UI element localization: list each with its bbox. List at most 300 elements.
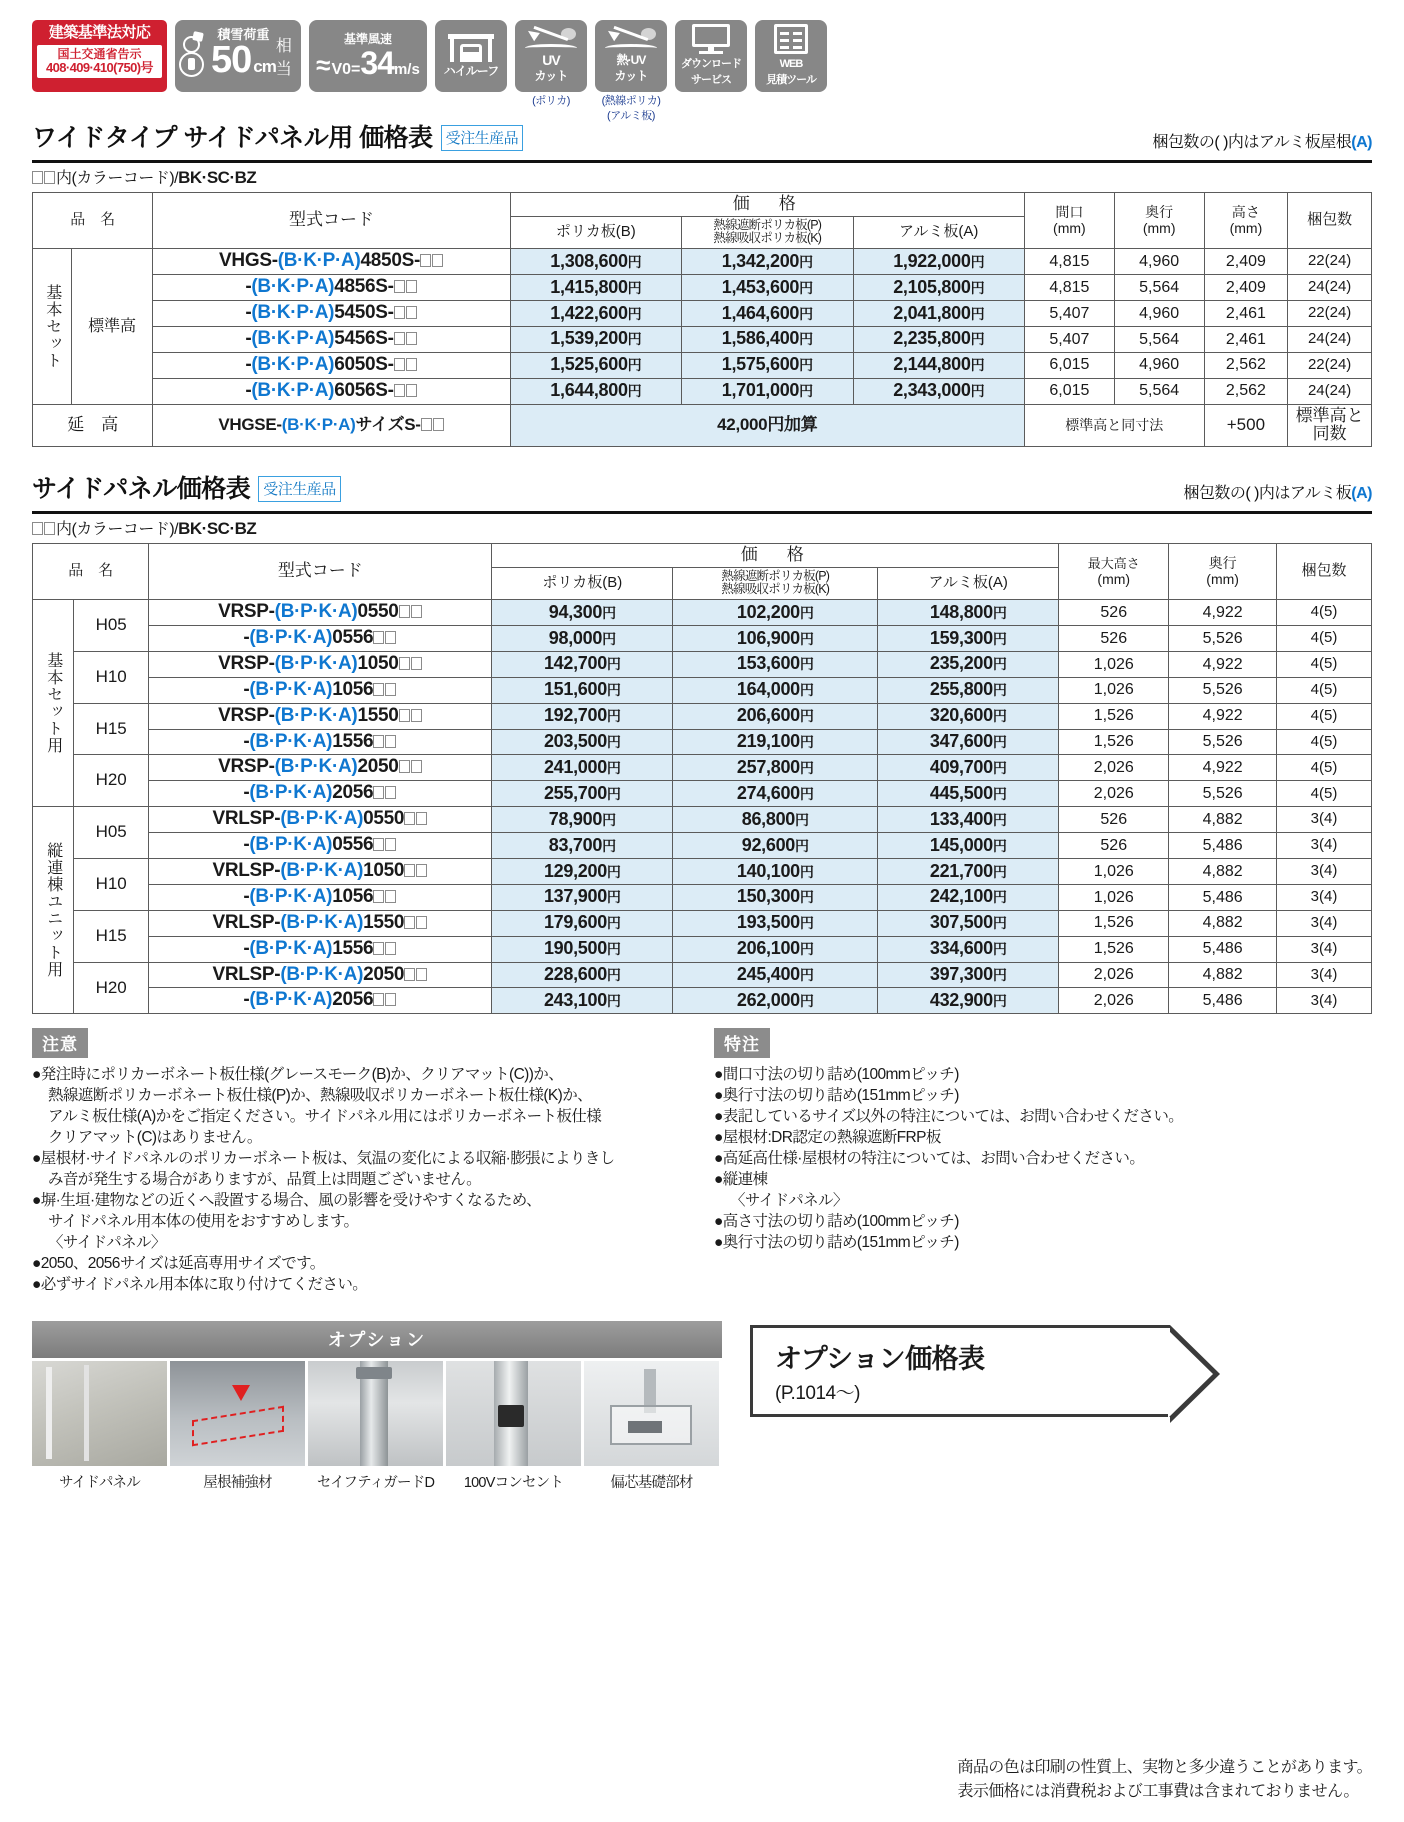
price-cell [673, 755, 878, 781]
width-cell: 4,815 [1024, 249, 1114, 275]
placeholder-square-icon [416, 968, 427, 981]
wind-value: 34 [360, 45, 394, 81]
calculator-icon [774, 24, 808, 54]
badge-uvcut [515, 20, 587, 92]
max-height-cell: 526 [1059, 833, 1169, 859]
model-code-size: 2050 [357, 756, 399, 778]
price-value: 221,700 [929, 860, 993, 881]
option-caption: セイフティガードD [316, 1475, 435, 1492]
model-code-prefix: VRSP- [218, 601, 275, 623]
price-cell [510, 275, 681, 301]
package-count-cell: 24(24) [1288, 326, 1372, 352]
model-code-material-options: (B·P·K·A) [249, 885, 333, 907]
note-item: ●発注時にポリカーボネート板仕様(グレースモーク(B)か、クリアマット(C))か、 [32, 1066, 564, 1084]
price-value: 1,464,600 [721, 302, 800, 323]
side-panel-price-table [32, 543, 1372, 1014]
badge-download-service[interactable] [675, 20, 747, 92]
placeholder-square-icon [373, 942, 384, 955]
option-thumbnail [584, 1361, 719, 1466]
wide-type-side-panel-price-table [32, 192, 1372, 447]
placeholder-square-icon [32, 522, 43, 535]
model-code-size: 1050 [357, 652, 399, 674]
note-item: ●高さ寸法の切り詰め(100mmピッチ) [714, 1213, 959, 1231]
model-code-material-options: (B·P·K·A) [280, 808, 364, 830]
yen-unit: 円 [799, 941, 814, 958]
yen-unit: 円 [799, 357, 813, 374]
snow-label: 積雪荷重 [217, 26, 270, 42]
options-section [0, 1295, 1404, 1492]
price-value: 137,900 [543, 886, 607, 907]
yen-unit: 円 [992, 682, 1007, 699]
package-count-cell: 3(4) [1277, 910, 1372, 936]
category-label [33, 600, 74, 807]
note-item-continuation: サイドパネル用本体の使用をおすすめします。 [48, 1213, 359, 1231]
max-height-cell: 2,026 [1059, 781, 1169, 807]
note-item: ●必ずサイドパネル用本体に取り付けてください。 [32, 1276, 368, 1294]
web-line2: 見積ツール [766, 74, 816, 86]
model-code-material-options: (B·P·K·A) [249, 834, 333, 856]
price-value: 1,644,800 [550, 380, 628, 401]
category-label-text: 基本セット用 [44, 652, 62, 755]
max-height-cell: 2,026 [1059, 962, 1169, 988]
height-group-label: H15 [73, 703, 148, 755]
depth-cell: 4,960 [1114, 300, 1204, 326]
yen-unit: 円 [627, 279, 642, 296]
max-height-cell: 2,026 [1059, 755, 1169, 781]
model-code-material-options: (B·P·K·A) [249, 937, 333, 959]
price-value: 242,100 [929, 886, 993, 907]
model-code-cell [153, 326, 510, 352]
yen-unit: 円 [602, 837, 616, 854]
badge-web-estimate-tool[interactable] [755, 20, 827, 92]
placeholder-square-icon [420, 254, 431, 267]
yen-unit: 円 [799, 734, 814, 751]
model-code-size: 6056S- [334, 379, 394, 401]
yen-unit: 円 [627, 383, 642, 400]
model-code-material-options: (B·K·P·A) [277, 250, 361, 272]
table-row [33, 936, 1372, 962]
table1-right-note-code: (A) [1351, 134, 1372, 151]
t1-header-width [1024, 193, 1114, 249]
yen-unit: 円 [606, 967, 621, 984]
table2-right-note [1183, 480, 1372, 505]
depth-cell: 5,526 [1169, 677, 1277, 703]
model-code-size: 1550 [357, 704, 399, 726]
note-item: ●奥行寸法の切り詰め(151mmピッチ) [714, 1234, 959, 1252]
placeholder-square-icon [44, 171, 55, 184]
price-cell [673, 962, 878, 988]
t1-header-alumi: アルミ板(A) [853, 216, 1024, 249]
price-cell [878, 729, 1059, 755]
price-value: 347,600 [929, 731, 993, 752]
heatuvcut-line1: 熱·UV [616, 53, 646, 67]
snow-unit: cm [253, 56, 276, 76]
price-value: 2,343,000 [893, 380, 971, 401]
placeholder-square-icon [373, 631, 384, 644]
model-code-prefix: - [243, 885, 250, 907]
option-thumbnail [308, 1361, 443, 1466]
model-code-material-options: (B·P·K·A) [280, 963, 364, 985]
placeholder-square-icon [421, 418, 432, 431]
category-label-text: 縦連棟ユニット用 [44, 842, 62, 979]
table-row [33, 988, 1372, 1014]
model-code-cell [149, 729, 492, 755]
placeholder-square-icon [411, 657, 422, 670]
model-code-cell [153, 352, 510, 378]
placeholder-square-icon [373, 786, 384, 799]
price-value: 445,500 [929, 782, 993, 803]
yen-unit: 円 [795, 811, 809, 828]
placeholder-square-icon [385, 786, 396, 799]
price-cell [682, 300, 853, 326]
t2-header-poly: ポリカ板(B) [492, 567, 673, 600]
price-cell [510, 378, 681, 404]
uvcut-line1: UV [542, 52, 560, 68]
note-item: ●間口寸法の切り詰め(100mmピッチ) [714, 1066, 959, 1084]
yen-unit: 円 [799, 785, 814, 802]
depth-cell: 4,882 [1169, 859, 1277, 885]
yen-unit: 円 [627, 305, 642, 322]
option-item [32, 1361, 167, 1492]
yen-unit: 円 [606, 682, 621, 699]
price-value: 94,300 [548, 601, 603, 622]
t1-header-poly: ポリカ板(B) [510, 216, 681, 249]
model-code-cell [149, 755, 492, 781]
t2-header-alumi: アルミ板(A) [878, 567, 1059, 600]
price-cell [673, 807, 878, 833]
placeholder-square-icon [399, 657, 410, 670]
t1-header-depth-label: 奥行 [1145, 204, 1174, 221]
depth-cell: 4,882 [1169, 962, 1277, 988]
model-code-size: 5450S- [334, 301, 394, 323]
price-cell [673, 703, 878, 729]
t2-header-heat1: 熱線遮断ポリカ板(P) [721, 568, 830, 583]
extended-height-surcharge: 42,000円加算 [510, 404, 1024, 446]
package-count-cell: 3(4) [1277, 884, 1372, 910]
uvcut-line2: カット [534, 69, 568, 83]
yen-unit: 円 [606, 785, 621, 802]
yen-unit: 円 [606, 734, 621, 751]
package-count-cell: 4(5) [1277, 677, 1372, 703]
table-row [33, 859, 1372, 885]
placeholder-square-icon [404, 916, 415, 929]
table1-made-to-order-tag: 受注生産品 [441, 125, 524, 151]
table-row [33, 781, 1372, 807]
model-code-size: 5456S- [334, 327, 394, 349]
highroof-label: ハイルーフ [443, 63, 499, 78]
table-row [33, 625, 1372, 651]
model-code-prefix: - [245, 379, 252, 401]
price-value: 307,500 [929, 912, 993, 933]
width-cell: 6,015 [1024, 378, 1114, 404]
yen-unit: 円 [992, 785, 1007, 802]
yen-unit: 円 [970, 253, 985, 270]
price-cell [492, 729, 673, 755]
placeholder-square-icon [373, 683, 384, 696]
price-value: 1,342,200 [721, 250, 800, 271]
table-row [33, 755, 1372, 781]
price-cell [878, 910, 1059, 936]
price-cell [673, 884, 878, 910]
t2-header-maxheight [1059, 543, 1169, 599]
sub-label-standard-height: 標準高 [71, 249, 153, 404]
price-value: 235,200 [929, 653, 993, 674]
package-count-cell: 4(5) [1277, 600, 1372, 626]
t1-header-height-unit: (mm) [1229, 219, 1263, 236]
yen-unit: 円 [799, 383, 813, 400]
model-code-material-options: (B·K·P·A) [251, 276, 335, 298]
width-cell: 4,815 [1024, 275, 1114, 301]
price-cell [878, 859, 1059, 885]
price-value: 153,600 [736, 653, 800, 674]
option-caption: 100Vコンセント [463, 1475, 564, 1492]
options-gallery [32, 1321, 722, 1492]
t2-header-code: 型式コード [149, 543, 492, 599]
price-value: 219,100 [736, 731, 800, 752]
package-count-cell: 3(4) [1277, 962, 1372, 988]
placeholder-square-icon [385, 735, 396, 748]
badge-download-group [675, 20, 747, 92]
special-order-tag: 特注 [714, 1028, 770, 1058]
height-group-label: H10 [73, 651, 148, 703]
note-item: ●屋根材·サイドパネルのポリカーボネート板は、気温の変化による収縮·膨張によりきし [32, 1150, 615, 1168]
price-value: 203,500 [543, 731, 607, 752]
price-cell [492, 651, 673, 677]
price-value: 148,800 [929, 601, 993, 622]
model-code-material-options: (B·K·P·A) [281, 414, 356, 434]
badge-web-group [755, 20, 827, 92]
yen-unit: 円 [627, 357, 642, 374]
package-count-cell: 24(24) [1288, 275, 1372, 301]
max-height-cell: 1,026 [1059, 884, 1169, 910]
price-cell [853, 326, 1024, 352]
option-price-arrow-box[interactable] [750, 1325, 1170, 1417]
category-label-basic-set [33, 249, 72, 404]
height-cell: 2,461 [1204, 326, 1288, 352]
table-row [33, 807, 1372, 833]
price-value: 1,422,600 [550, 302, 628, 323]
model-code-prefix: VHGSE- [218, 414, 282, 434]
model-code-prefix: VRLSP- [212, 808, 281, 830]
model-code-cell [149, 807, 492, 833]
badge-heat-uvcut-group [595, 20, 667, 122]
model-code-material-options: (B·P·K·A) [280, 911, 364, 933]
price-value: 142,700 [543, 653, 607, 674]
model-code-material-options: (B·K·P·A) [251, 379, 335, 401]
max-height-cell: 1,026 [1059, 859, 1169, 885]
price-value: 2,235,800 [893, 328, 971, 349]
price-value: 151,600 [543, 679, 607, 700]
price-cell [673, 833, 878, 859]
table2-color-code [0, 514, 1404, 543]
model-code-cell [153, 300, 510, 326]
price-cell [673, 859, 878, 885]
badge-wind-speed-group [309, 20, 427, 92]
depth-cell: 5,486 [1169, 833, 1277, 859]
model-code-cell [149, 936, 492, 962]
placeholder-square-icon [432, 254, 443, 267]
price-value: 334,600 [929, 938, 993, 959]
yen-unit: 円 [970, 383, 985, 400]
t1-header-code: 型式コード [153, 193, 510, 249]
model-code-size: 2056 [332, 782, 374, 804]
t1-header-heat1: 熱線遮断ポリカ板(P) [713, 217, 822, 232]
price-cell [878, 884, 1059, 910]
wave-icon: ≈ [316, 50, 331, 80]
yen-unit: 円 [992, 941, 1007, 958]
placeholder-square-icon [394, 332, 405, 345]
extended-height-dimension-note: 標準高と同寸法 [1024, 404, 1204, 446]
price-cell [492, 625, 673, 651]
monitor-icon [689, 24, 733, 54]
depth-cell: 4,960 [1114, 249, 1204, 275]
price-cell [492, 755, 673, 781]
height-group-label: H05 [73, 807, 148, 859]
price-cell [673, 677, 878, 703]
price-value: 150,300 [736, 886, 800, 907]
model-code-prefix: - [243, 989, 250, 1011]
table-row [33, 729, 1372, 755]
badge-highroof-group [435, 20, 507, 92]
placeholder-square-icon [385, 890, 396, 903]
price-value: 1,539,200 [550, 328, 628, 349]
price-value: 255,700 [543, 782, 607, 803]
options-bar-label: オプション [32, 1321, 722, 1358]
price-cell [510, 300, 681, 326]
price-cell [853, 352, 1024, 378]
table-row [33, 275, 1372, 301]
model-code-material-options: (B·P·K·A) [249, 730, 333, 752]
package-count-cell: 22(24) [1288, 352, 1372, 378]
extended-height-value: +500 [1204, 404, 1288, 446]
price-value: 432,900 [929, 990, 993, 1010]
max-height-cell: 2,026 [1059, 988, 1169, 1014]
max-height-cell: 1,526 [1059, 936, 1169, 962]
badge-highroof [435, 20, 507, 92]
model-code-material-options: (B·P·K·A) [249, 989, 333, 1011]
price-cell [673, 988, 878, 1014]
max-height-cell: 1,526 [1059, 910, 1169, 936]
height-cell: 2,409 [1204, 275, 1288, 301]
t1-header-height [1204, 193, 1288, 249]
yen-unit: 円 [799, 759, 814, 776]
price-cell [878, 651, 1059, 677]
package-count-cell: 3(4) [1277, 833, 1372, 859]
footnote-line-2: 表示価格には消費税および工事費は含まれておりません。 [957, 1783, 1359, 1800]
yen-unit: 円 [799, 967, 814, 984]
package-count-cell: 4(5) [1277, 729, 1372, 755]
package-count-cell: 3(4) [1277, 807, 1372, 833]
price-value: 206,600 [736, 705, 800, 726]
note-item: ●縦連棟 [714, 1171, 768, 1189]
yen-unit: 円 [799, 993, 814, 1009]
model-code-prefix: - [245, 327, 252, 349]
yen-unit: 円 [799, 915, 814, 932]
price-cell [492, 600, 673, 626]
snow-value: 50 [211, 38, 252, 81]
note-item-continuation: 〈サイドパネル〉 [48, 1234, 166, 1252]
yen-unit: 円 [606, 708, 621, 725]
t1-header-heat [682, 216, 853, 249]
web-line1: WEB [779, 58, 803, 70]
model-code-material-options: (B·P·K·A) [274, 652, 358, 674]
price-value: 106,900 [736, 627, 800, 648]
price-cell [682, 378, 853, 404]
depth-cell: 5,564 [1114, 275, 1204, 301]
note-item: ●塀·生垣·建物などの近くへ設置する場合、風の影響を受けやすくなるため、 [32, 1192, 541, 1210]
placeholder-square-icon [373, 890, 384, 903]
model-code-prefix: VRLSP- [212, 860, 281, 881]
yen-unit: 円 [992, 604, 1007, 621]
package-count-cell: 22(24) [1288, 249, 1372, 275]
placeholder-square-icon [373, 993, 384, 1006]
price-cell [673, 781, 878, 807]
price-cell [853, 300, 1024, 326]
placeholder-square-icon [416, 864, 427, 877]
model-code-size: 1050 [363, 860, 405, 881]
uv-ray-icon [525, 28, 577, 52]
price-cell [673, 936, 878, 962]
yen-unit: 円 [992, 759, 1007, 776]
price-value: 409,700 [929, 756, 993, 777]
package-count-cell: 4(5) [1277, 625, 1372, 651]
wind-unit: m/s [393, 61, 420, 78]
model-code-prefix: - [245, 353, 252, 375]
yen-unit: 円 [970, 331, 985, 348]
carport-roof-icon [448, 34, 494, 62]
price-value: 1,415,800 [550, 276, 628, 297]
max-height-cell: 526 [1059, 807, 1169, 833]
price-value: 133,400 [929, 808, 993, 829]
price-value: 2,105,800 [893, 276, 971, 297]
price-cell [492, 807, 673, 833]
table-row [33, 884, 1372, 910]
yen-unit: 円 [992, 630, 1007, 647]
t1-header-depth-unit: (mm) [1142, 219, 1176, 236]
depth-cell: 4,960 [1114, 352, 1204, 378]
model-code-prefix: - [243, 782, 250, 804]
badge-uvcut-group [515, 20, 587, 107]
placeholder-square-icon [406, 384, 417, 397]
depth-cell: 5,526 [1169, 729, 1277, 755]
height-cell: 2,562 [1204, 378, 1288, 404]
height-cell: 2,461 [1204, 300, 1288, 326]
price-cell [492, 781, 673, 807]
price-cell [492, 859, 673, 885]
t1-header-name: 品 名 [33, 193, 153, 249]
height-group-label: H20 [73, 962, 148, 1014]
wind-label: 基準風速 [343, 32, 392, 46]
t2-header-heat [673, 567, 878, 600]
price-cell [492, 677, 673, 703]
t2-header-depth-unit: (mm) [1206, 570, 1239, 587]
note-item-continuation: 熱線遮断ポリカーボネート板仕様(P)か、熱線吸収ポリカーボネート板仕様(K)か、 [48, 1087, 593, 1105]
model-code-material-options: (B·P·K·A) [249, 678, 333, 700]
table-row [33, 249, 1372, 275]
yen-unit: 円 [799, 708, 814, 725]
t1-header-width-label: 間口 [1055, 204, 1084, 221]
yen-unit: 円 [606, 941, 621, 958]
badge-kenchiku-title: 建築基準法対応 [48, 24, 151, 41]
height-group-label: H20 [73, 755, 148, 807]
t2-header-maxheight-unit: (mm) [1097, 570, 1131, 587]
yen-unit: 円 [992, 734, 1007, 751]
width-cell: 5,407 [1024, 300, 1114, 326]
model-code-cell [153, 404, 510, 446]
model-code-size: 1556 [332, 730, 374, 752]
price-cell [682, 326, 853, 352]
badge-heat-uvcut [595, 20, 667, 92]
